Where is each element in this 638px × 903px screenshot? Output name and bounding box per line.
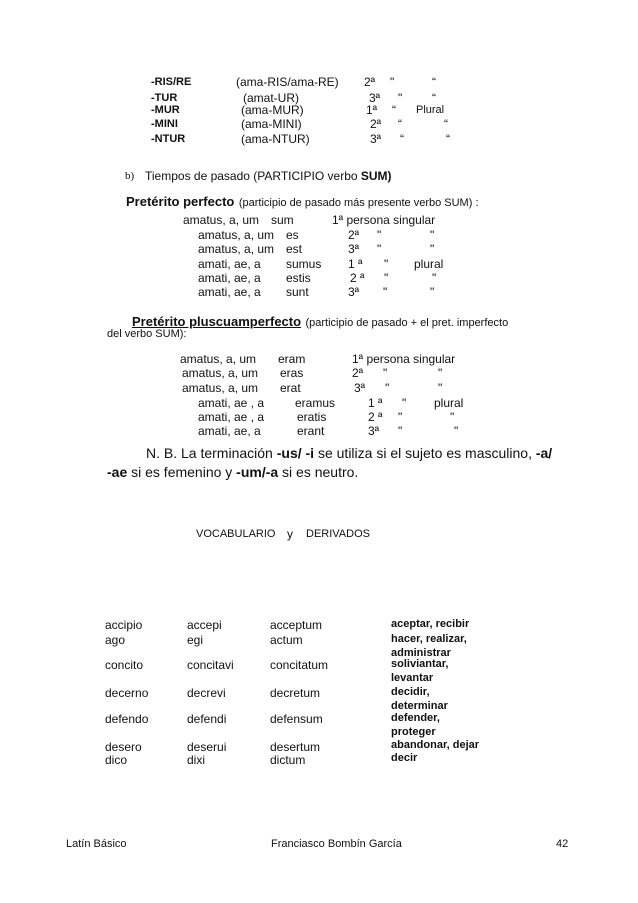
vocab-perfect: concitavi (187, 658, 234, 672)
footer-author: Franciasco Bombín García (271, 838, 402, 850)
vocab-perfect: deserui (187, 740, 227, 754)
participle: amati, ae, a (198, 271, 261, 285)
number: " (454, 424, 459, 438)
mark: " (385, 381, 390, 395)
vocab-present: defendo (105, 712, 149, 726)
ending-mark: " (398, 91, 403, 105)
verb-form: eras (280, 366, 304, 380)
verb-form: sumus (286, 257, 322, 271)
vocab-meaning: abandonar, dejar (391, 739, 480, 751)
ending: -RIS/RE (151, 76, 192, 88)
vocab-supine: acceptum (270, 618, 323, 632)
mark: " (383, 366, 388, 380)
ending-mark: “ (392, 103, 396, 117)
vocab-meaning: decidir, determinar (391, 686, 448, 712)
person: 2ª (348, 228, 360, 242)
ending-person: 1ª (366, 103, 378, 117)
vocab-heading-mid: y (287, 527, 293, 541)
vocab-perfect: defendi (187, 712, 227, 726)
vocab-supine: decretum (270, 686, 321, 700)
number: " (430, 285, 435, 299)
page-number: 42 (556, 838, 569, 850)
person: 3ª (348, 242, 360, 256)
mark: " (377, 242, 382, 256)
verb-form: eramus (295, 396, 336, 410)
number: " (430, 242, 435, 256)
person: 3ª (368, 424, 380, 438)
verb-form: erat (280, 381, 301, 395)
nb-line-2: -ae si es femenino y -um/-a si es neutro. (107, 464, 359, 480)
participle: amati, ae, a (198, 285, 261, 299)
participle: amatus, a, um (183, 213, 260, 227)
vocab-supine: dictum (270, 753, 306, 767)
verb-form: eram (278, 352, 306, 366)
ending-form: (ama-RIS/ama-RE) (236, 75, 339, 89)
verb-form: eratis (297, 410, 327, 424)
number: " (450, 410, 455, 424)
person: 2 ª (368, 410, 383, 424)
person: 2ª (352, 366, 364, 380)
vocab-present: dico (105, 753, 128, 767)
vocab-supine: actum (270, 633, 303, 647)
number: " (430, 228, 435, 242)
vocab-perfect: accepi (187, 618, 222, 632)
number: " (438, 366, 443, 380)
vocab-meaning: hacer, realizar, administrar (391, 633, 467, 659)
pluperfect-heading: Pretérito pluscuamperfecto (participio de pasado + el pret. imperfecto (132, 314, 509, 329)
participle: amatus, a, um (180, 352, 257, 366)
ending-form: (amat-UR) (243, 91, 299, 105)
participle: amati, ae , a (198, 396, 265, 410)
ending-number: Plural (416, 104, 445, 116)
ending-form: (ama-MUR) (241, 103, 304, 117)
person: 2 ª (350, 271, 365, 285)
ending-number: “ (444, 117, 448, 131)
ending-form: (ama-MINI) (241, 117, 302, 131)
mark: " (384, 271, 389, 285)
verb-form: estis (286, 271, 311, 285)
person: 3ª (348, 285, 360, 299)
ending-person: 3ª (369, 91, 381, 105)
vocab-perfect: egi (187, 633, 204, 647)
ending-number: “ (446, 132, 450, 146)
participle: amatus, a, um (182, 366, 259, 380)
vocab-present: decerno (105, 686, 149, 700)
section-heading: Tiempos de pasado (PARTICIPIO verbo SUM) (145, 169, 392, 183)
participle: amati, ae , a (198, 410, 265, 424)
ending: -MINI (151, 118, 178, 130)
vocab-present: desero (105, 740, 142, 754)
participle: amatus, a, um (198, 228, 275, 242)
number: " (432, 271, 437, 285)
ending-mark: “ (400, 132, 404, 146)
nb-line-1: N. B. La terminación -us/ -i se utiliza si el sujeto es masculino, -a/ (146, 445, 553, 461)
vocab-heading-right: DERIVADOS (306, 528, 370, 540)
vocab-perfect: decrevi (187, 686, 226, 700)
vocab-present: concito (105, 658, 144, 672)
mark: " (384, 257, 389, 271)
vocab-supine: desertum (270, 740, 321, 754)
verb-form: sum (271, 213, 294, 227)
person: 3ª (354, 381, 366, 395)
pluperfect-note-cont: del verbo SUM): (107, 328, 187, 340)
vocab-present: accipio (105, 618, 143, 632)
number: plural (434, 396, 464, 410)
ending-person: 2ª (364, 75, 376, 89)
person: 1ª persona singular (352, 352, 456, 366)
ending-mark: " (390, 75, 395, 89)
vocab-heading-left: VOCABULARIO (196, 528, 276, 540)
vocab-meaning: defender, proteger (391, 712, 440, 738)
vocab-meaning: decir (391, 752, 418, 764)
footer-title: Latín Básico (66, 838, 127, 850)
verb-form: erant (297, 424, 325, 438)
mark: " (383, 285, 388, 299)
participle: amati, ae, a (198, 257, 261, 271)
vocab-supine: concitatum (270, 658, 329, 672)
ending-mark: “ (398, 117, 402, 131)
vocab-present: ago (105, 633, 126, 647)
vocab-perfect: dixi (187, 753, 206, 767)
ending-form: (ama-NTUR) (241, 132, 310, 146)
ending: -TUR (151, 92, 178, 104)
mark: " (398, 410, 403, 424)
participle: amati, ae, a (198, 424, 261, 438)
verb-form: es (286, 228, 299, 242)
person: 1ª persona singular (332, 213, 436, 227)
ending: -MUR (151, 104, 180, 116)
person: 1 ª (348, 257, 363, 271)
perfect-heading: Pretérito perfecto (participio de pasado más presente verbo SUM) : (126, 194, 479, 209)
participle: amatus, a, um (198, 242, 275, 256)
number: " (438, 381, 443, 395)
vocab-meaning: aceptar, recibir (391, 618, 470, 630)
ending-number: “ (432, 91, 436, 105)
verb-form: sunt (286, 285, 309, 299)
vocab-meaning: soliviantar, levantar (391, 658, 449, 684)
ending-person: 2ª (370, 117, 382, 131)
vocab-supine: defensum (270, 712, 323, 726)
person: 1 ª (368, 396, 383, 410)
ending-person: 3ª (370, 132, 382, 146)
verb-form: est (286, 242, 303, 256)
number: plural (414, 257, 444, 271)
ending: -NTUR (151, 133, 186, 145)
mark: " (402, 396, 407, 410)
section-marker: b) (125, 170, 135, 182)
mark: " (398, 424, 403, 438)
mark: " (377, 228, 382, 242)
ending-number: “ (432, 75, 436, 89)
participle: amatus, a, um (182, 381, 259, 395)
